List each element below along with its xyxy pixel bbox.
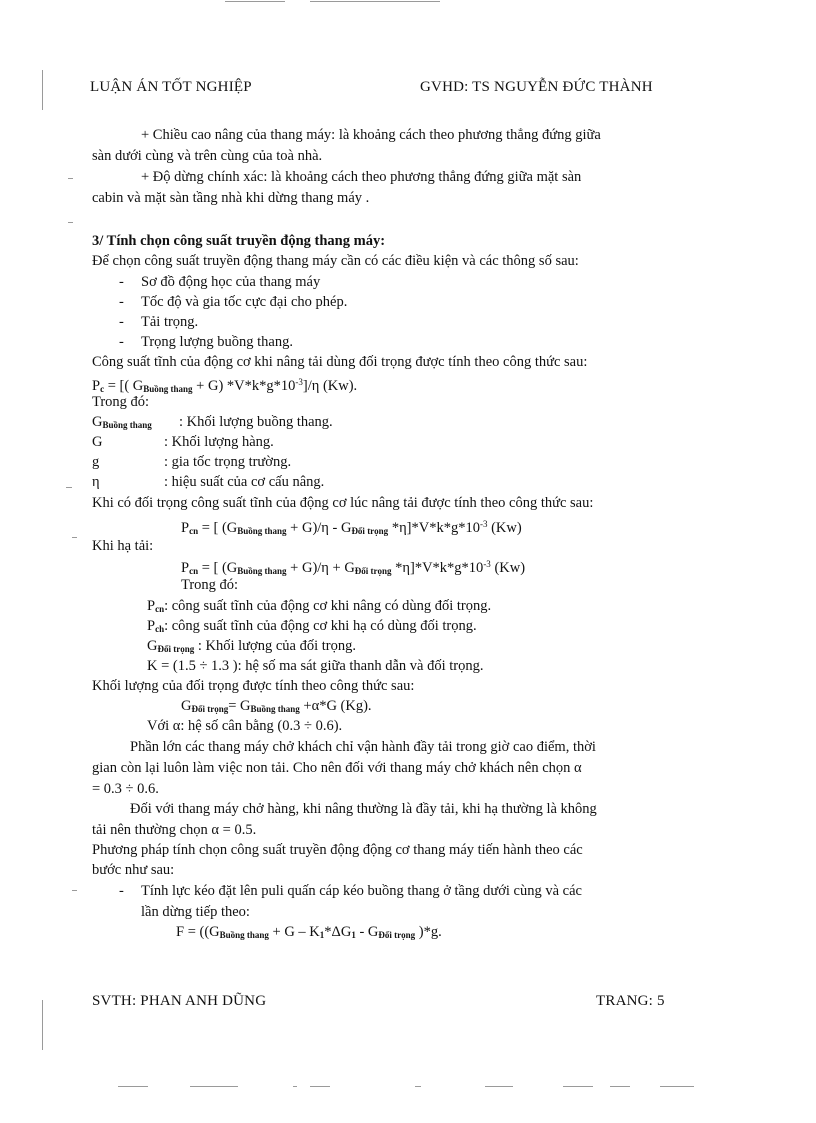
def-symbol: G — [92, 434, 103, 450]
def-desc: : gia tốc trọng trường. — [164, 454, 292, 470]
bullet-dash: - — [119, 294, 124, 310]
bullet-dash: - — [119, 334, 124, 350]
scan-mark — [72, 537, 77, 538]
scan-mark — [415, 1086, 421, 1087]
alpha-definition: Với α: hệ số cân bằng (0.3 ÷ 0.6). — [147, 718, 343, 734]
scan-mark — [610, 1086, 630, 1087]
method-line-1: Phương pháp tính chọn công suất truyền động động cơ thang máy tiến hành theo các — [92, 842, 583, 858]
scan-mark — [118, 1086, 148, 1087]
header-right: GVHD: TS NGUYỄN ĐỨC THÀNH — [420, 79, 653, 95]
bullet-item: Trọng lượng buồng thang. — [141, 334, 293, 350]
formula-traction-force: $F = ((G_{Buồng thang} + G - K_1*\Delta G_1 - G_{Đối trọng}$ )*g. — [176, 924, 442, 940]
scan-mark — [310, 1086, 330, 1087]
intro-line-4: cabin và mặt sàn tầng nhà khi dừng thang máy . — [92, 190, 370, 206]
static-power-text: Công suất tĩnh của động cơ khi nâng tải dùng đối trọng được tính theo công thức sau: — [92, 354, 588, 370]
def-desc: : hiệu suất của cơ cấu nâng. — [164, 474, 325, 490]
scan-mark — [310, 1, 440, 2]
scan-mark — [293, 1086, 297, 1087]
formula-lifting: $P_{cn}$ = [ $(G_{Buồng thang} + G)/\eta - G_{Đối trọng}$ $*\eta]*V*k*g*10^{-3}$ (Kw) — [181, 519, 522, 536]
friction-coefficient: K = (1.5 ÷ 1.3 ): hệ số ma sát giữa thanh dẫn và đối trọng. — [147, 658, 484, 674]
scan-mark — [68, 178, 73, 179]
scan-mark — [42, 70, 43, 110]
def-desc: : Khối lượng buồng thang. — [179, 414, 333, 430]
def-symbol: $G_{Buồng thang}$ — [92, 414, 152, 430]
section-title: 3/ Tính chọn công suất truyền động thang máy: — [92, 233, 386, 249]
formula-lowering: $P_{cn}$ = [ $(G_{Buồng thang} + G)/\eta + G_{Đối trọng}$ $*\eta]*V*k*g*10^{-3}$ (Kw) — [181, 559, 526, 576]
scan-mark — [68, 222, 73, 223]
scan-mark — [66, 487, 72, 488]
scan-mark — [485, 1086, 513, 1087]
bullet-item: Sơ đồ động học của thang máy — [141, 274, 321, 290]
para1-line-2: gian còn lại luôn làm việc non tải. Cho nên đối với thang máy chở khách nên chọn α — [92, 760, 582, 776]
bullet-item: Tốc độ và gia tốc cực đại cho phép. — [141, 294, 348, 310]
counterweight-mass-text: Khối lượng của đối trọng được tính theo công thức sau: — [92, 678, 415, 694]
bullet-dash: - — [119, 274, 124, 290]
scan-mark — [225, 1, 285, 2]
formula-counterweight: $G_{Đối trọng}= G_{Buồng thang} +\alpha*G$ (Kg). — [181, 698, 372, 714]
bullet-item: Tải trọng. — [141, 314, 199, 330]
scan-mark — [190, 1086, 238, 1087]
def-symbol: η — [92, 474, 100, 490]
step-line-1: Tính lực kéo đặt lên puli quấn cáp kéo buồng thang ở tầng dưới cùng và các — [141, 883, 582, 899]
page-number: TRANG: 5 — [596, 993, 665, 1009]
def2-line: $P_{ch}$: công suất tĩnh của động cơ khi hạ có dùng đối trọng. — [147, 618, 477, 634]
intro-line-1: + Chiều cao nâng của thang máy: là khoảng cách theo phương thẳng đứng giữa — [141, 127, 601, 143]
scan-mark — [660, 1086, 694, 1087]
scan-mark — [42, 1000, 43, 1050]
formula-static-power: $P_c$ = [( $G_{Buồng thang} + G$) $*V*k*g*10^{-3}]/\eta$ (Kw). — [92, 377, 358, 394]
intro-line-3: + Độ dừng chính xác: là khoảng cách theo phương thẳng đứng giữa mặt sàn — [141, 169, 582, 185]
para1-line-1: Phần lớn các thang máy chở khách chỉ vận hành đầy tải trong giờ cao điểm, thời — [130, 739, 596, 755]
def2-line: $P_{cn}$: công suất tĩnh của động cơ khi nâng có dùng đối trọng. — [147, 598, 492, 614]
step-line-2: lần dừng tiếp theo: — [141, 904, 250, 920]
def-symbol: g — [92, 454, 100, 470]
bullet-dash: - — [119, 883, 124, 899]
para2-line-1: Đối với thang máy chở hàng, khi nâng thường là đầy tải, khi hạ thường là không — [130, 801, 597, 817]
para2-line-2: tải nên thường chọn α = 0.5. — [92, 822, 257, 838]
footer-left: SVTH: PHAN ANH DŨNG — [92, 993, 267, 1009]
para1-line-3: = 0.3 ÷ 0.6. — [92, 781, 159, 797]
method-line-2: bước như sau: — [92, 862, 175, 878]
bullet-dash: - — [119, 314, 124, 330]
where-label-2: Trong đó: — [181, 577, 239, 593]
scan-mark — [72, 890, 77, 891]
scan-mark — [563, 1086, 593, 1087]
lowering-label: Khi hạ tải: — [92, 538, 154, 554]
with-counterweight-text: Khi có đối trọng công suất tĩnh của động cơ lúc nâng tải được tính theo công thức sau: — [92, 495, 594, 511]
def-desc: : Khối lượng hàng. — [164, 434, 274, 450]
def2-line: $G_{Đối trọng}$ : Khối lượng của đối trọng. — [147, 638, 356, 654]
where-label: Trong đó: — [92, 394, 150, 410]
section-lead: Để chọn công suất truyền động thang máy cần có các điều kiện và các thông số sau: — [92, 253, 579, 269]
intro-line-2: sàn dưới cùng và trên cùng của toà nhà. — [92, 148, 323, 164]
header-left: LUẬN ÁN TỐT NGHIỆP — [90, 79, 252, 95]
